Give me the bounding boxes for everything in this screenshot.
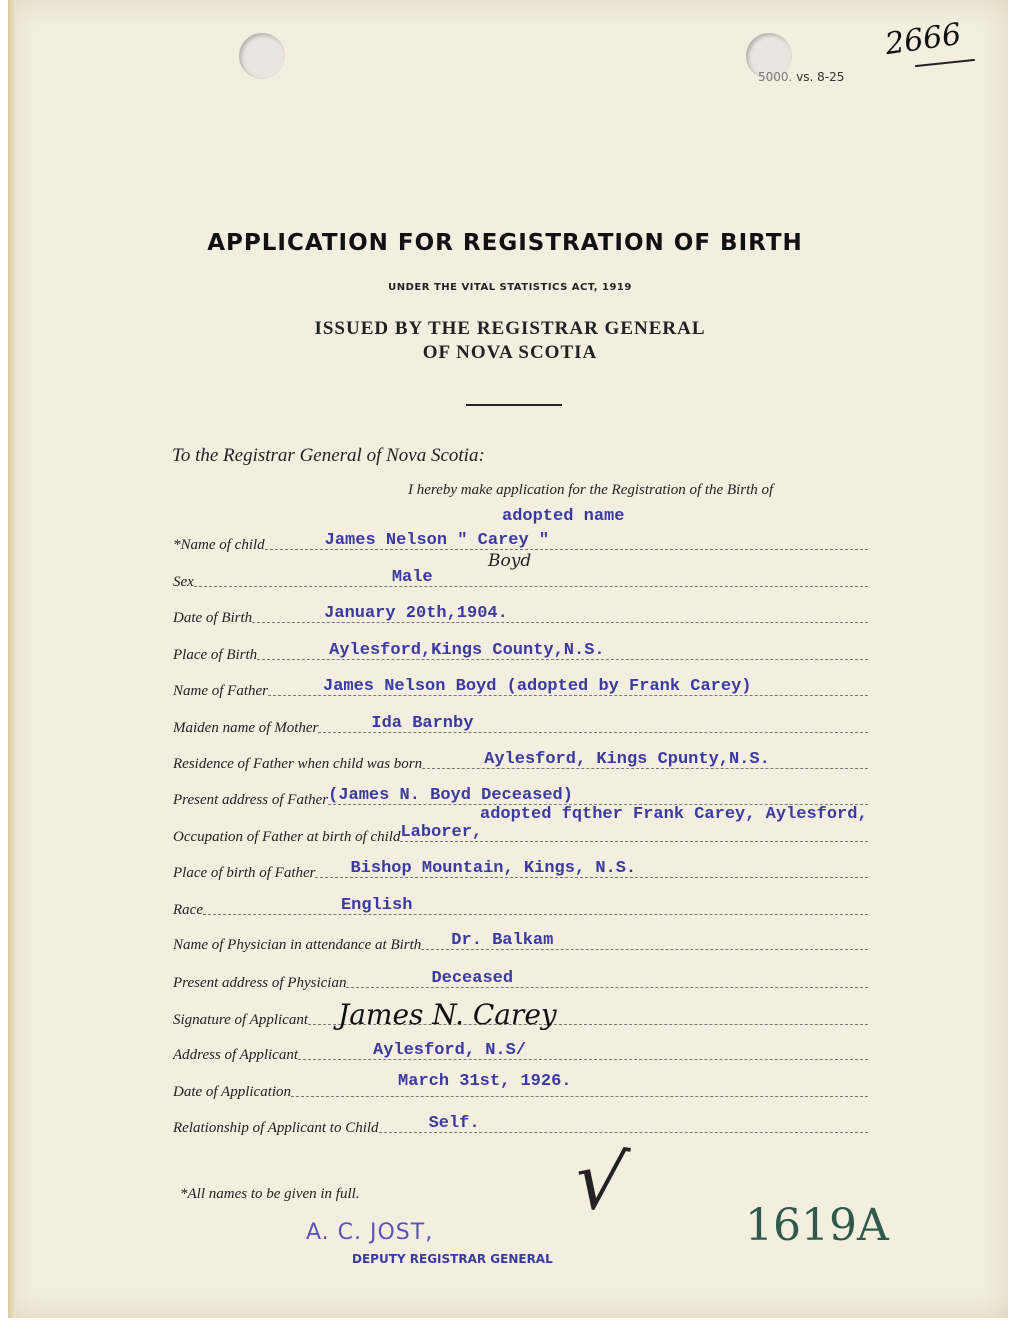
salutation: To the Registrar General of Nova Scotia:	[172, 445, 485, 466]
field-signature	[173, 998, 868, 1031]
field-line	[421, 931, 868, 950]
field-label: Date of Birth	[173, 610, 253, 626]
field-value: Self.	[428, 1114, 480, 1133]
field-line	[422, 750, 868, 769]
handwritten-boyd: Boyd	[488, 551, 532, 571]
annotation-adopted-name: adopted name	[502, 507, 625, 526]
divider	[466, 404, 562, 406]
stamp-title: DEPUTY REGISTRAR GENERAL	[352, 1252, 553, 1266]
field-relationship	[173, 1115, 868, 1137]
field-line	[379, 1114, 868, 1133]
field-label: Sex	[173, 574, 194, 590]
field-value: Dr. Balkam	[451, 931, 554, 950]
field-physician	[173, 932, 868, 954]
punch-hole-left	[239, 33, 285, 79]
field-residence-of-father	[173, 751, 868, 773]
field-value: Deceased	[431, 969, 514, 988]
field-label: Name of Physician in attendance at Birth	[173, 937, 422, 953]
field-value: Aylesford, N.S/	[373, 1041, 527, 1060]
field-value: James Nelson " Carey "	[324, 531, 550, 550]
checkmark-icon: √	[568, 1131, 633, 1232]
field-line	[268, 677, 868, 696]
field-mother-maiden-name	[173, 715, 868, 737]
field-line	[318, 714, 868, 733]
field-value: Male	[391, 568, 433, 587]
field-place-of-birth-father	[173, 860, 868, 882]
field-name-of-father	[173, 678, 868, 700]
paper-edge	[8, 0, 16, 1318]
field-label: Present address of Father	[173, 792, 329, 808]
field-occupation-of-father	[173, 824, 868, 846]
stamp-name: A. C. JOST,	[306, 1220, 434, 1245]
field-label: Address of Applicant	[173, 1047, 298, 1063]
field-line	[194, 568, 868, 587]
form-prefix: 5000.	[758, 70, 793, 84]
field-label: Name of Father	[173, 683, 268, 699]
field-line	[315, 859, 868, 878]
field-place-of-birth	[173, 642, 868, 664]
document-subtitle: UNDER THE VITAL STATISTICS ACT, 1919	[388, 282, 632, 293]
field-label: Occupation of Father at birth of child	[173, 829, 401, 845]
field-line	[291, 1072, 868, 1097]
field-label: Date of Application	[173, 1084, 292, 1100]
field-line	[203, 896, 868, 915]
field-value: English	[340, 896, 413, 915]
field-label: Race	[173, 902, 203, 918]
field-value: March 31st, 1926.	[398, 1072, 572, 1091]
field-value: Aylesford,Kings County,N.S.	[329, 641, 605, 660]
field-line	[346, 969, 868, 988]
field-value: Bishop Mountain, Kings, N.S.	[350, 859, 637, 878]
field-value: Aylesford, Kings Cpunty,N.S.	[484, 750, 770, 769]
field-label: Present address of Physician	[173, 975, 347, 991]
form-number	[758, 70, 844, 84]
field-value: (James N. Boyd Deceased)	[328, 786, 573, 805]
field-label: Place of Birth	[173, 647, 258, 663]
field-value: Ida Barnby	[371, 714, 474, 733]
field-line	[308, 998, 868, 1031]
field-label: Relationship of Applicant to Child	[173, 1120, 379, 1136]
field-line	[265, 531, 868, 550]
field-label: Maiden name of Mother	[173, 720, 319, 736]
applicant-signature: James N. Carey	[338, 998, 557, 1031]
field-value: January 20th,1904.	[324, 604, 508, 623]
footnote: *All names to be given in full.	[180, 1186, 360, 1202]
field-race	[173, 897, 868, 919]
field-label: Signature of Applicant	[173, 1012, 308, 1028]
field-value-line2: adopted fqther Frank Carey, Aylesford,	[480, 805, 868, 824]
field-label: *Name of child	[173, 537, 265, 553]
field-applicant-address	[173, 1042, 868, 1064]
issuer-line-1: ISSUED BY THE REGISTRAR GENERAL	[314, 318, 706, 339]
field-date-of-application	[173, 1072, 868, 1101]
field-physician-address	[173, 970, 868, 992]
intro-text: I hereby make application for the Registration of the Birth of	[408, 482, 774, 498]
field-value: Laborer,	[400, 823, 483, 842]
handwritten-number: 2666	[882, 16, 964, 63]
field-value: James Nelson Boyd (adopted by Frank Carey)	[323, 677, 752, 696]
field-name-of-child	[173, 532, 868, 554]
form-number-text: vs. 8-25	[796, 70, 845, 84]
field-line	[252, 604, 868, 623]
handwritten-file-number: 1619A	[745, 1200, 889, 1251]
document-title: APPLICATION FOR REGISTRATION OF BIRTH	[207, 230, 803, 256]
issuer-line-2: OF NOVA SCOTIA	[422, 342, 598, 363]
field-line	[257, 641, 868, 660]
field-line	[400, 823, 868, 842]
field-date-of-birth	[173, 605, 868, 627]
field-label: Place of birth of Father	[173, 865, 316, 881]
field-line	[298, 1041, 868, 1060]
field-sex	[173, 569, 868, 591]
field-label: Residence of Father when child was born	[173, 756, 423, 772]
